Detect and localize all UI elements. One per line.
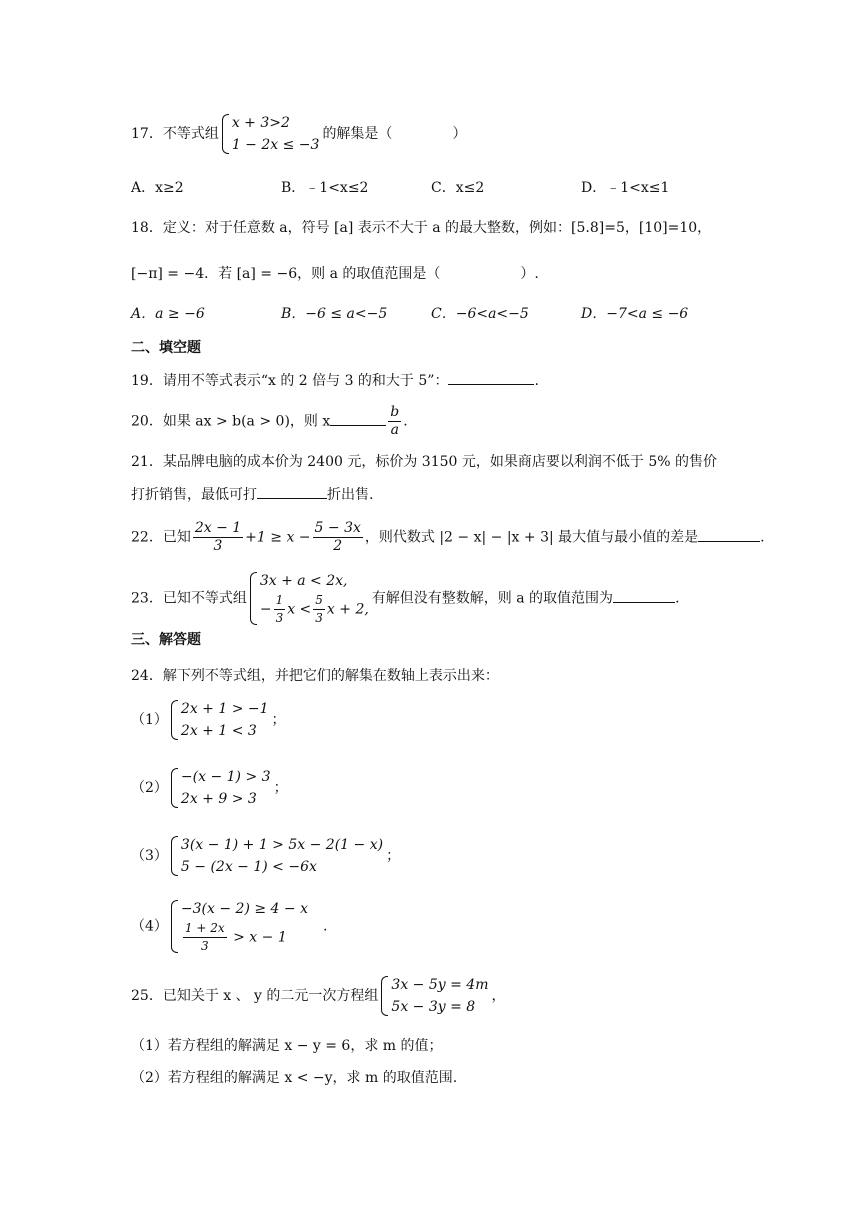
- q20-fraction: [388, 404, 401, 439]
- q22-f2-den: 2: [333, 538, 343, 554]
- question-20: [131, 404, 408, 439]
- q23-end: .: [675, 590, 680, 607]
- q24-p4-frac-num: 1 + 2x: [183, 920, 227, 938]
- question-19: [131, 370, 539, 391]
- q24-p4-row1: −3(x − 2) ≥ 4 − x: [180, 901, 308, 917]
- q24-p1-system: [171, 698, 269, 742]
- q22-end: .: [760, 529, 765, 546]
- q20-end: .: [403, 413, 408, 430]
- q19-answer-blank[interactable]: [448, 370, 534, 385]
- q20-frac-den: a: [390, 422, 399, 438]
- question-25: [131, 974, 506, 1018]
- q24-p1-label: （1）: [131, 712, 168, 728]
- q17-option-a: A．x≥2: [131, 180, 184, 196]
- q17-number: 17．: [131, 126, 163, 142]
- q24-p2-row2: 2x + 9 > 3: [180, 791, 257, 807]
- q24-p3-end: ；: [386, 848, 401, 864]
- q24-p1-row1: 2x + 1 > −1: [180, 701, 269, 717]
- q24-p4-end: .: [322, 918, 328, 935]
- q17-sys-row2: 1 − 2x ≤ −3: [231, 137, 320, 153]
- q18-option-b: B．−6 ≤ a<−5: [281, 306, 388, 322]
- q21-answer-blank[interactable]: [257, 484, 327, 499]
- q23-answer-blank[interactable]: [613, 588, 675, 603]
- q20-answer-blank[interactable]: [330, 411, 386, 426]
- q25-row1: 3x − 5y = 4m: [391, 977, 489, 993]
- q24-p4-row2: [181, 920, 308, 955]
- q23-frac-b-num: 5: [313, 592, 325, 610]
- q23-system: [250, 570, 369, 627]
- q17-system: [222, 112, 320, 156]
- q21-line2-post: 折出售.: [327, 487, 374, 503]
- q24-p4-system: [171, 898, 308, 955]
- q17-option-d: D．﹣1<x≤1: [581, 180, 670, 196]
- q23-row2-end: x + 2,: [326, 601, 369, 618]
- q17-sys-row1: x + 3>2: [231, 115, 290, 131]
- q22-f1-den: 3: [213, 538, 223, 554]
- section-solve-heading: 三、解答题: [131, 632, 201, 648]
- q24-p3-label: （3）: [131, 848, 168, 864]
- q24-part-1: [131, 698, 286, 742]
- q24-p3-row1: 3(x − 1) + 1 > 5x − 2(1 − x): [180, 837, 384, 853]
- q17-close: ）: [452, 126, 467, 142]
- q24-p2-system: [171, 766, 271, 810]
- question-23: [131, 570, 680, 627]
- q24-p3-row2: 5 − (2x − 1) < −6x: [180, 859, 317, 875]
- q18-line2-text: [−π] = −4．若 [a] = −6，则 a 的取值范围是（: [131, 266, 441, 282]
- q22-fraction-2: [313, 520, 363, 555]
- q22-f1-num: 2x − 1: [194, 520, 242, 536]
- q18-line2: [131, 264, 539, 284]
- q25-part-2: （2）若方程组的解满足 x < −y，求 m 的取值范围.: [131, 1070, 458, 1086]
- q23-frac-b-den: 3: [315, 611, 323, 625]
- q22-mid: +1 ≥ x −: [245, 529, 311, 546]
- q23-frac-a: [274, 592, 286, 627]
- q24-p4-fraction: [183, 920, 227, 955]
- q25-system: [381, 974, 488, 1018]
- q25-row2: 5x − 3y = 8: [391, 999, 476, 1015]
- q23-row2-mid: x <: [287, 601, 312, 618]
- q23-frac-b: [313, 592, 325, 627]
- q18-line1: 18．定义：对于任意数 a，符号 [a] 表示不大于 a 的最大整数，例如：[5.8]=5，[10]=10，: [131, 220, 712, 236]
- q24-part-3: [131, 834, 400, 878]
- q21-line2-pre: 打折销售，最低可打: [131, 487, 257, 503]
- q22-pre: 22．已知: [131, 529, 191, 546]
- q19-end: .: [534, 373, 539, 389]
- q23-post: 有解但没有整数解，则 a 的取值范围为: [371, 590, 614, 607]
- q21-line2: [131, 484, 373, 505]
- q24-p2-label: （2）: [131, 780, 168, 796]
- q25-pre: 25．已知关于 x 、 y 的二元一次方程组: [131, 988, 379, 1004]
- q22-answer-blank[interactable]: [698, 527, 760, 542]
- q24-text: 24．解下列不等式组，并把它们的解集在数轴上表示出来：: [131, 668, 499, 684]
- q18-option-c: C．−6<a<−5: [431, 306, 529, 322]
- q22-post: ，则代数式 |2 − x| − |x + 3| 最大值与最小值的差是: [364, 529, 699, 546]
- q18-option-a: A．a ≥ −6: [131, 306, 205, 322]
- question-22: [131, 520, 765, 555]
- q23-pre: 23．已知不等式组: [131, 590, 247, 607]
- q24-p4-frac-den: 3: [200, 939, 209, 953]
- q24-p1-row2: 2x + 1 < 3: [180, 723, 257, 739]
- q23-sys-row2: [260, 592, 369, 627]
- q19-text: 19．请用不等式表示“x 的 2 倍与 3 的和大于 5”：: [131, 373, 449, 389]
- q24-p2-end: ；: [273, 780, 288, 796]
- q17-option-b: B．﹣1<x≤2: [281, 180, 369, 196]
- q17-pre: 不等式组: [162, 126, 219, 142]
- q23-sys-row1: 3x + a < 2x,: [259, 573, 348, 589]
- q21-line1: 21．某品牌电脑的成本价为 2400 元，标价为 3150 元，如果商店要以利润不低于 5% 的售价: [131, 454, 717, 470]
- q23-minus: −: [259, 601, 272, 618]
- q17-option-c: C．x≤2: [431, 180, 485, 196]
- q18-close: ）.: [520, 266, 539, 282]
- q24-p1-end: ；: [271, 712, 286, 728]
- q25-part-1: （1）若方程组的解满足 x − y = 6，求 m 的值；: [131, 1038, 443, 1054]
- question-17: [131, 112, 466, 156]
- q25-end: ，: [491, 988, 506, 1004]
- q18-option-d: D．−7<a ≤ −6: [581, 306, 689, 322]
- q22-fraction-1: [193, 520, 243, 555]
- q20-pre: 20．如果 ax > b(a > 0)，则 x: [131, 413, 331, 430]
- q24-p3-system: [171, 834, 383, 878]
- q24-p4-row2-post: > x − 1: [233, 929, 287, 946]
- section-fill-in-heading: 二、填空题: [131, 340, 201, 356]
- q24-p2-row1: −(x − 1) > 3: [180, 769, 271, 785]
- q24-p4-label: （4）: [131, 918, 168, 935]
- q23-frac-a-den: 3: [275, 611, 284, 625]
- q24-part-4: [131, 898, 327, 955]
- q23-frac-a-num: 1: [274, 592, 286, 610]
- q24-part-2: [131, 766, 288, 810]
- q17-post: 的解集是（: [322, 126, 393, 142]
- q20-frac-num: b: [390, 404, 400, 420]
- q22-f2-num: 5 − 3x: [314, 520, 361, 536]
